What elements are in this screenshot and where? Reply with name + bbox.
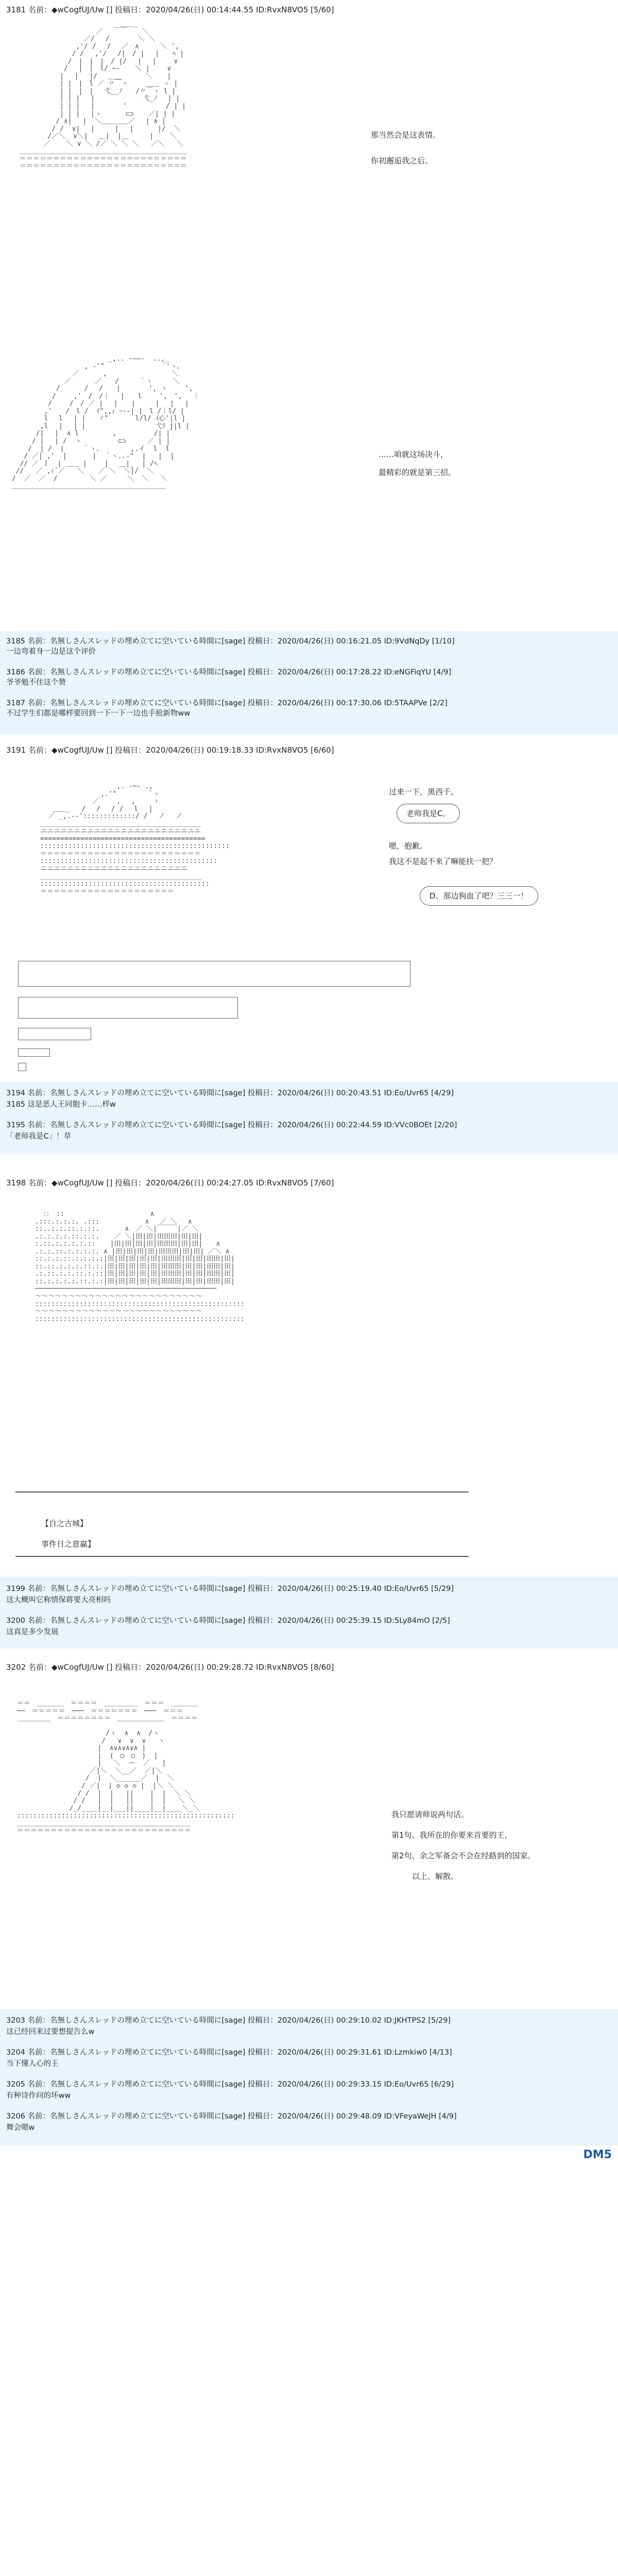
- reply-body: 「老师我是C」！草: [6, 1132, 72, 1141]
- reply-header: 3200 名前：名無しさんスレッドの埋め立てに空いている時間に[sage] 投稿日：2020/04/26(日) 00:25:39.15 ID:5Ly84mO [2/5]: [6, 1617, 450, 1625]
- shrinking-box: [18, 1063, 26, 1071]
- dialogue-line: 嗯，抱歉。: [389, 841, 428, 851]
- ascii-art-king-on-throne: ＝＝ ＿＿＿＿ ＝＝＝＝ ＿＿＿＿＿ ＝＝＝ ＿＿＿＿ ── ＝＝＝＝＝ ─── ＝＝＝＝＝＝＝ ─── ＝＝＝ ＿＿＿＿＿ ＝＝＝＝＝＝＝＝ ＿＿＿＿＿＿＿ ＝＝＝＝ /ヽ ∧ ∧ /ヽ / ∨ ∨ ∨ ヽ | ∧∨∧∨∧∨∧ | | ( ○ ○ ) | | ＼ ー ／ | ／|＼ ＼__／ ／|＼ / | ＼______／ | ＼ / ／| | ◇ ◇ ◇ | |＼ ＼ / / | | || | | ＼ ＼ / / | | || | | ＼ ＼ /_/____|__|___||____|__|____＼_＼ :::::::::::::::::::::::::::::::::::::::::::::::::::::: ＿＿＿＿＿＿＿＿＿＿＿＿＿＿＿＿＿＿＿＿＿＿＿＿＿＿ ＝＝＝＝＝＝＝＝＝＝＝＝＝＝＝＝＝＝＝＝＝＝＝＝＝＝: [16, 1700, 235, 1835]
- scene-caption: 【自之古城】: [41, 1519, 88, 1528]
- ascii-art-character-closeup: _,.. -――- ..,_ , ‐'" `'ヽ、 ／ , ＼ ／ ／ / ｀ヽ ＼ / / / | ', ヽ ', / ,' / /｜ | l ', ', ｜ / / / ／ | | | | | | ,' / l / ｲ",,ｨ ｰ‐‐| | l /｜l/ | l l | | ゞ" l/l/ ｲ心'|l | ,l | | | 弋ﾘ j|l | /| | ∧ l , /| | / | | / ヽ ⊂⊃ ／ | | / | / | ｀ヽ、 ,.イ l l / ／| ,' | | ｀ヽ..‐" | | | // ／ ｌ | ＿＿ | | ＿|_ | /ﾍ // ／ ,ｨ´／ ＼ ／ ＼ ＼|/ ＼ / ／ ／ / ＼ ／ ＼ ＼ ＼ ＿＿＿＿＿＿＿＿＿＿＿＿＿＿＿＿＿＿＿＿＿＿＿: [11, 355, 200, 490]
- reply-header: 3185 名前：名無しさんスレッドの埋め立てに空いている時間に[sage] 投稿日：2020/04/26(日) 00:16:21.05 ID:9VdNqDy [1/10]: [6, 637, 455, 646]
- reply-header: 3187 名前：名無しさんスレッドの埋め立てに空いている時間に[sage] 投稿日：2020/04/26(日) 00:17:30.06 ID:5TAAPVe [2/2]: [6, 699, 448, 707]
- site-watermark-logo: DM5: [583, 2148, 612, 2161]
- shrinking-box: [18, 1048, 50, 1057]
- reply-body: 这已经回来过要想提告么w: [6, 2028, 95, 2036]
- post-header: 3181 名前：◆wCogfUJ/Uw [] 投稿日：2020/04/26(日) 00:14:44.55 ID:RvxN8VO5 [5/60]: [6, 5, 334, 14]
- dialogue-line: 最精彩的就是第三招。: [379, 468, 456, 477]
- reply-header: 3206 名前：名無しさんスレッドの埋め立てに空いている時間に[sage] 投稿日：2020/04/26(日) 00:29:48.09 ID:VFeyaWeJH [4/9]: [6, 2112, 457, 2121]
- reply-header: 3194 名前：名無しさんスレッドの埋め立てに空いている時間に[sage] 投稿日：2020/04/26(日) 00:20:43.51 ID:Eo/Uvr65 [4/29]: [6, 1089, 454, 1097]
- reply-body: 不过学生们都是哪样要回到一下一下一边也手抢新物ww: [6, 709, 191, 718]
- dialogue-line: 第1句、我所在的你要来首要的王，: [391, 1831, 512, 1840]
- reply-body: 舞会嗯w: [6, 2124, 35, 2132]
- dialogue-line: 我只愿请师说两句话。: [391, 1810, 469, 1819]
- reply-header: 3186 名前：名無しさんスレッドの埋め立てに空いている時間に[sage] 投稿日：2020/04/26(日) 00:17:28.22 ID:eNGFiqYU [4/9]: [6, 668, 452, 676]
- reply-body: 这真是多少发展: [6, 1628, 59, 1636]
- speech-bubble: D、那边狗血了吧？三三一！: [420, 886, 538, 906]
- reply-body: 爷爷勉不住这个赞: [6, 679, 66, 687]
- ascii-art-character-surprised: ＿＿_ ／ ￣￣ ＼ ／/ / ＼ ＼ ,'/ / / ／ ∧ ＼ ', / / ,'/ /| / | | ﾍ | / | | | / |/ | | ∨ / | | l/ ─‐ ＼ | ∨ | | |/ ＿＿ ＼ | | | | l ／ 〃￣ヽ ＿＿ ヽ | | | | | 弋__ﾉ /〃￣ヽ l | | | | | 弋_ﾉ | | | | | | ' / | | | | | |ヽ ⊂⊃ ／| | | / ∧| | ＼＿＿＿＿／ | ∧ | / / ∨| | | | |/ ＼ /／＼ ∨＼| ＿| |＿ | ＼ ／ ＼ ∨ ＼ /／ ＼ ＼ ＼ ／＼ ＼ ＿＿＿＿＿＿＿＿＿＿＿＿＿＿＿＿＿＿＿＿＿＿＿＿＿ ＝＝＝＝＝＝＝＝＝＝＝＝＝＝＝＝＝＝＝＝＝＝＝＝＝ ＝＝＝＝＝＝＝＝＝＝＝＝＝＝＝＝＝＝＝＝＝＝＝＝＝: [19, 20, 187, 171]
- dialogue-line: 你初邂逅我之后。: [371, 156, 433, 165]
- post-header: 3202 名前：◆wCogfUJ/Uw [] 投稿日：2020/04/26(日) 00:29:28.72 ID:RvxN8VO5 [8/60]: [6, 1663, 334, 1672]
- post-header: 3198 名前：◆wCogfUJ/Uw [] 投稿日：2020/04/26(日) 00:24:27.05 ID:RvxN8VO5 [7/60]: [6, 1178, 334, 1188]
- post-header: 3191 名前：◆wCogfUJ/Uw [] 投稿日：2020/04/26(日) 00:19:18.33 ID:RvxN8VO5 [6/60]: [6, 745, 334, 755]
- reply-header: 3199 名前：名無しさんスレッドの埋め立てに空いている時間に[sage] 投稿日：2020/04/26(日) 00:25:19.40 ID:Eo/Uvr65 [5/29]: [6, 1585, 454, 1593]
- reply-block: [0, 1577, 618, 1649]
- dialogue-line: ……咱就这场决斗，: [379, 450, 449, 459]
- reply-body: 3185 这是恶人王同胞卡……样w: [6, 1100, 116, 1109]
- reply-body: 当下懂人心的王: [6, 2060, 59, 2068]
- reply-header: 3195 名前：名無しさんスレッドの埋め立てに空いている時間に[sage] 投稿日：2020/04/26(日) 00:22:44.59 ID:VVc0BOEt [2/20]: [6, 1121, 457, 1129]
- divider: [15, 1492, 469, 1493]
- ascii-art-character-lying: ,. -─- ., ,.'" `ヽ ／ , , ヽ ＿＿_ / / / / l | ／ _,.-‐':::::::::::::/ / ノ ノ ＿＿＿＿＿＿＿＿＿＿＿＿＿＿＿＿＿＿＿＿＿＿＿＿ ニニニニニニニニニニニニニニニニニニニニニニニニ ========================================= ::::::::::::::::::::::::::::::::::::::::::::::: ＝＝＝＝＝＝＝＝＝＝＝＝＝＝＝＝＝＝＝＝＝＝＝＝ :::::::::::::::::::::::::::::::::::::::::::: ニニニニニニニニニニニニニニニニニニニニニニ ________________________________________ :::::::::::::::::::::::::::::::::::::::::: ＝＝＝＝＝＝＝＝＝＝＝＝＝＝＝＝＝＝＝＝: [40, 783, 230, 895]
- reply-header: 3204 名前：名無しさんスレッドの埋め立てに空いている時間に[sage] 投稿日：2020/04/26(日) 00:29:31.61 ID:Lzmkiw0 [4/13]: [6, 2048, 452, 2057]
- divider: [15, 1556, 469, 1557]
- shrinking-box: [18, 1028, 91, 1040]
- dialogue-line: 第2句、余之军备会不会在经路到的国家。: [391, 1851, 536, 1860]
- reply-body: 一边弯着身一边是这个评价: [6, 648, 96, 656]
- reply-block: [0, 631, 618, 734]
- speech-bubble: 老师我是C。: [397, 804, 460, 823]
- dialogue-line: 以上、解散。: [412, 1872, 459, 1881]
- reply-header: 3205 名前：名無しさんスレッドの埋め立てに空いている時間に[sage] 投稿日：2020/04/26(日) 00:29:33.15 ID:Eo/Uvr65 [6/29]: [6, 2080, 454, 2089]
- reply-body: 这大概叫它称情保蒋要大亮相吗: [6, 1596, 111, 1604]
- dialogue-line: 我这不是起不来了嘛能扶一把？: [389, 857, 497, 866]
- reply-block: [0, 2009, 618, 2146]
- shrinking-box: [18, 961, 410, 987]
- shrinking-box: [18, 997, 238, 1019]
- scene-subcaption: 事件日之意赢】: [41, 1539, 96, 1549]
- reply-body: 有种诗作问的坏ww: [6, 2092, 71, 2100]
- dialogue-line: 过来一下，黑西千。: [389, 787, 459, 796]
- reply-header: 3203 名前：名無しさんスレッドの埋め立てに空いている時間に[sage] 投稿日：2020/04/26(日) 00:29:10.02 ID:JKHTPS2 [5/29]: [6, 2016, 451, 2025]
- dialogue-line: 那当然会是这表情。: [371, 130, 441, 140]
- reply-block: [0, 1082, 618, 1154]
- ascii-art-castle: ：： :: ∧ .:::.:.:.:. .::: ∧ ／ ＼ ∧ ::..:.:.::.:.::. ∧ ／ ＼|￣￣￣|／ ＼ .:.:.:.:.::.:.:. ／ ＼|田|田|田田田|田|田| :.::.:.:.:.:.:: |田|田|田|田|田田田|田|田| ∧ .:.:.::.:.:.:.:. ∧ |田|田|田|田|田田田|田|田| ／＼ ∧ ::.:.:.::.:.:.:.:|田|田|田|田|田|田田田|田|田|田田|田| ::.::.:.:.:.::.:.|田|田|田|田|田|田田田|田|田|田田|田| .:.::.:.:.::.:.::|田|田|田|田|田|田田田|田|田|田田|田| ::.:.:.:.:.::.:.:|田|田|田|田|田|田田田|田|田|田田|田| ───────────────────────────────────────────── ～～～～～～～～～～～～～～～～～～～～～～～～～ :::::::::::::::::::::::::::::::::::::::::::::::::::: ～～～～～～～～～～～～～～～～～～～～～～～～～ ::::::::::::::::::::::::::::::::::::::::::::::::::::: [35, 1210, 245, 1323]
